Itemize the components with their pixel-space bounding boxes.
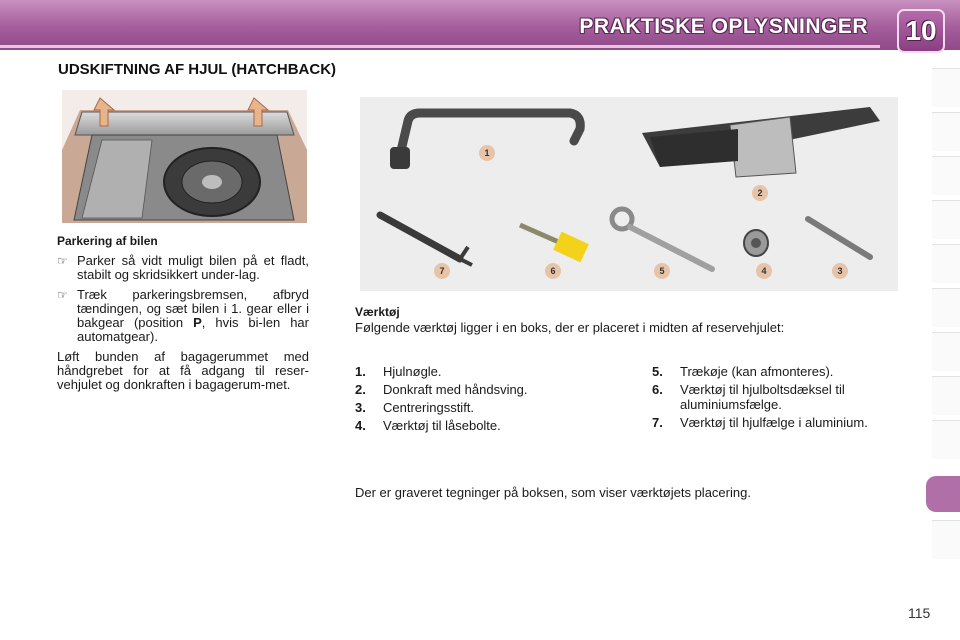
callout-3: 3 (837, 266, 843, 276)
parking-bullet-text: Træk parkeringsbremsen, afbryd tændingen, og sæt bilen i 1. gear eller i bakgear (position (77, 287, 309, 330)
thumb-tab[interactable] (932, 200, 960, 239)
thumb-tab[interactable] (932, 332, 960, 371)
thumb-tab[interactable] (932, 68, 960, 107)
parking-bullet (57, 254, 309, 282)
parking-bullet-text: Parker så vidt muligt bilen på et fladt, stabilt og skridsikkert under-lag. (77, 253, 309, 282)
pointing-hand-icon: ☞ (57, 254, 68, 268)
parking-heading: Parkering af bilen (57, 234, 158, 248)
thumb-tab-active[interactable] (926, 476, 960, 512)
gear-letter: P (193, 315, 202, 330)
callout-5: 5 (659, 266, 665, 276)
parking-bullet (57, 288, 309, 344)
callout-1: 1 (484, 148, 490, 158)
parking-instructions (57, 234, 309, 392)
parking-bullet-tail: , hvis bi-len har automatgear). (77, 315, 309, 344)
tool-list-right (652, 364, 892, 433)
tool-list-left (355, 364, 625, 436)
list-item: 1. Hjulnøgle. (355, 364, 442, 379)
callout-4: 4 (761, 266, 767, 276)
list-item: 6. Værktøj til hjulboltsdæksel til aluminiumsfælge. (652, 382, 845, 412)
lift-floor-paragraph: Løft bunden af bagagerummet med håndgrebet for at få adgang til reser-vehjulet og donkraften i bagagerum-met. (57, 349, 309, 392)
tools-intro: Følgende værktøj ligger i en boks, der er placeret i midten af reservehjulet: (355, 320, 785, 335)
thumb-tab[interactable] (932, 420, 960, 459)
list-item: 4. Værktøj til låsebolte. (355, 418, 501, 433)
thumb-tab[interactable] (932, 376, 960, 415)
list-item: 5. Trækøje (kan afmonteres). (652, 364, 834, 379)
thumb-tab[interactable] (932, 156, 960, 195)
section-title: UDSKIFTNING AF HJUL (HATCHBACK) (58, 61, 337, 78)
tools-heading: Værktøj (355, 305, 400, 319)
callout-6: 6 (550, 266, 556, 276)
callout-2: 2 (757, 188, 763, 198)
header-divider (0, 45, 880, 48)
locking-bolt-tool-image (744, 230, 768, 256)
thumb-tab[interactable] (932, 244, 960, 283)
thumb-tab[interactable] (932, 288, 960, 327)
engraving-note: Der er graveret tegninger på boksen, som viser værktøjets placering. (355, 485, 751, 500)
tool-kit-illustration (360, 97, 898, 291)
callout-7: 7 (439, 266, 445, 276)
list-item: 7. Værktøj til hjulfælge i aluminium. (652, 415, 868, 430)
thumb-index (926, 68, 960, 576)
trunk-spare-wheel-illustration (62, 90, 307, 223)
chapter-number-badge: 10 (897, 9, 945, 53)
chapter-title: PRAKTISKE OPLYSNINGER (579, 15, 868, 38)
page-number: 115 (908, 605, 931, 621)
thumb-tab[interactable] (932, 520, 960, 559)
thumb-tab[interactable] (932, 112, 960, 151)
list-item: 3. Centreringsstift. (355, 400, 475, 415)
list-item: 2. Donkraft med håndsving. (355, 382, 528, 397)
pointing-hand-icon: ☞ (57, 288, 68, 302)
